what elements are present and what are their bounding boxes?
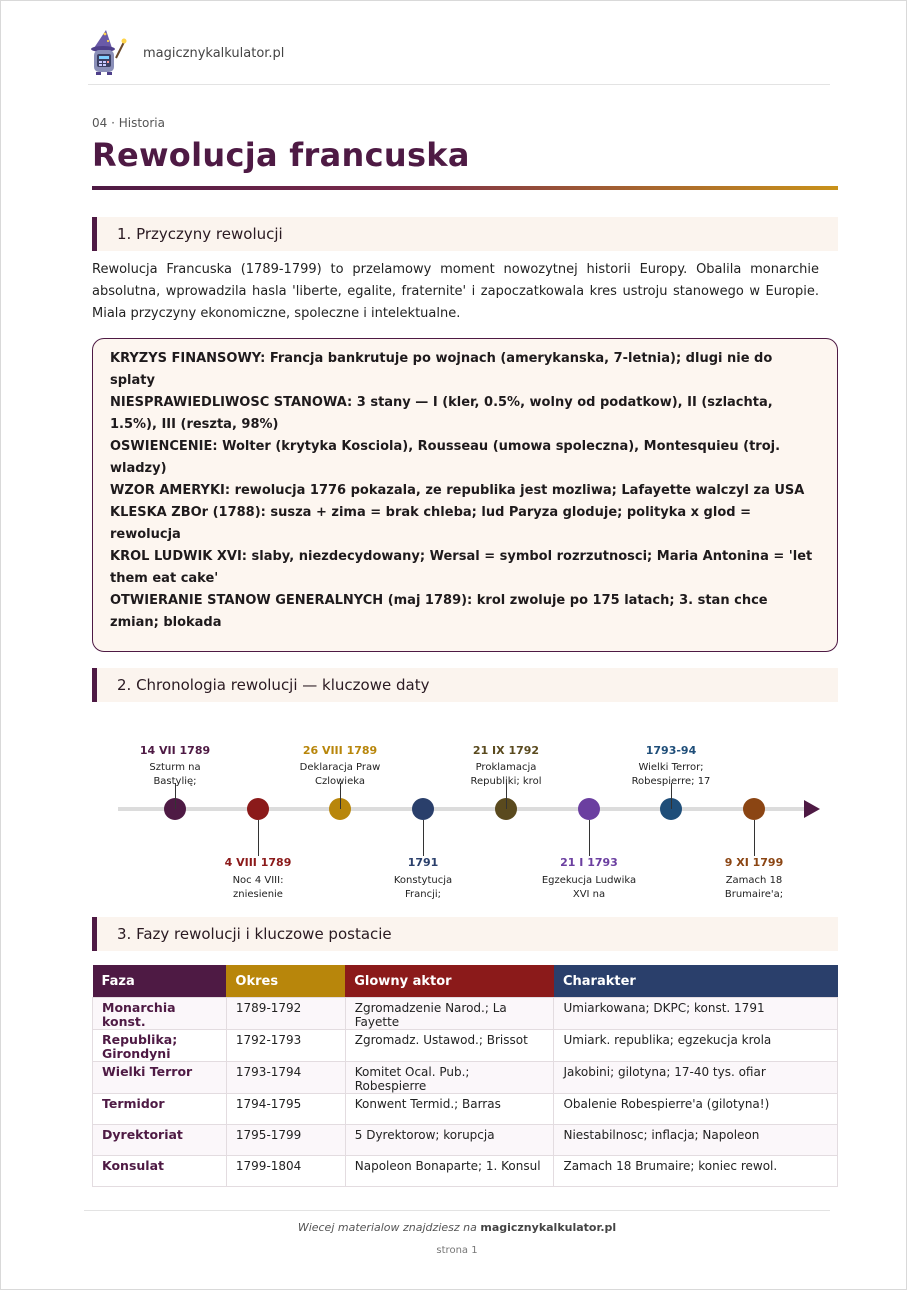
table-cell: Umiark. republika; egzekucja krola bbox=[554, 1030, 838, 1062]
table-cell: 1789-1792 bbox=[226, 998, 345, 1030]
wizard-logo-icon bbox=[88, 28, 128, 76]
table-cell: Obalenie Robespierre'a (gilotyna!) bbox=[554, 1094, 838, 1125]
column-header: Faza bbox=[93, 965, 227, 998]
section-heading-phases bbox=[92, 917, 838, 951]
table-cell: Zgromadzenie Narod.; La Fayette bbox=[345, 998, 554, 1030]
section-heading-text: 3. Fazy rewolucji i kluczowe postacie bbox=[117, 925, 392, 943]
section-heading-causes bbox=[92, 217, 838, 251]
table-cell: Zgromadz. Ustawod.; Brissot bbox=[345, 1030, 554, 1062]
section-label: 04 · Historia bbox=[92, 116, 165, 130]
timeline-event-text: Proklamacja Republiki; krol bbox=[470, 762, 542, 787]
table-cell: Niestabilnosc; inflacja; Napoleon bbox=[554, 1125, 838, 1156]
cause-item: WZOR AMERYKI: rewolucja 1776 pokazala, ze republika jest mozliwa; Lafayette walczyl za USA bbox=[110, 483, 805, 498]
page-number: strona 1 bbox=[436, 1245, 478, 1256]
footer-site-link[interactable]: magicznykalkulator.pl bbox=[480, 1221, 617, 1234]
timeline-dot bbox=[412, 798, 434, 820]
table-cell: Umiarkowana; DKPC; konst. 1791 bbox=[554, 998, 838, 1030]
timeline-dot bbox=[247, 798, 269, 820]
timeline-date: 21 I 1793 bbox=[560, 856, 618, 869]
table-cell: 1793-1794 bbox=[226, 1062, 345, 1094]
timeline-event-text: Egzekucja Ludwika XVI na bbox=[541, 875, 637, 900]
table-cell: Konsulat bbox=[93, 1156, 227, 1187]
timeline-connector bbox=[258, 820, 259, 856]
cause-item: KROL LUDWIK XVI: slaby, niezdecydowany; Wersal = symbol rozrzutnosci; Maria Antonina = 'let them eat cake' bbox=[110, 549, 813, 586]
timeline-event-text: Zamach 18 Brumaire'a; bbox=[724, 875, 784, 900]
cause-item: OTWIERANIE STANOW GENERALNYCH (maj 1789): krol zwoluje po 175 latach; 3. stan chce zmian; blokada bbox=[110, 593, 768, 630]
timeline-event-text: Wielki Terror; Robespierre; 17 bbox=[631, 762, 711, 787]
page-title: Rewolucja francuska bbox=[92, 136, 470, 174]
timeline-date: 21 IX 1792 bbox=[472, 744, 540, 757]
timeline-connector bbox=[589, 820, 590, 856]
table-header-row bbox=[93, 965, 838, 998]
cause-item: KLESKA ZBOr (1788): susza + zima = brak chleba; lud Paryza gloduje; polityka x glod = rewolucja bbox=[110, 505, 751, 542]
timeline-date: 1791 bbox=[407, 856, 439, 869]
column-header: Glowny aktor bbox=[345, 965, 554, 998]
cause-item: OSWIENCENIE: Wolter (krytyka Kosciola), Rousseau (umowa spoleczna), Montesquieu (troj. wladzy) bbox=[110, 439, 781, 476]
table-row bbox=[93, 1156, 838, 1187]
title-rule bbox=[92, 186, 838, 190]
timeline-axis bbox=[118, 807, 808, 811]
phases-table bbox=[92, 965, 838, 1187]
table-row bbox=[93, 1030, 838, 1062]
table-cell: Wielki Terror bbox=[93, 1062, 227, 1094]
timeline-arrow-icon bbox=[804, 800, 820, 818]
timeline bbox=[92, 735, 838, 910]
table-cell: Komitet Ocal. Pub.; Robespierre bbox=[345, 1062, 554, 1094]
table-cell: Jakobini; gilotyna; 17-40 tys. ofiar bbox=[554, 1062, 838, 1094]
timeline-event-text: Szturm na Bastylię; bbox=[149, 762, 201, 787]
timeline-connector bbox=[423, 820, 424, 856]
section-heading-text: 2. Chronologia rewolucji — kluczowe daty bbox=[117, 676, 430, 694]
table-cell: 1799-1804 bbox=[226, 1156, 345, 1187]
table-row bbox=[93, 1094, 838, 1125]
timeline-date: 4 VIII 1789 bbox=[224, 856, 292, 869]
section-heading-chronology bbox=[92, 668, 838, 702]
page-footer bbox=[84, 1210, 830, 1256]
footer-line bbox=[84, 1221, 830, 1234]
timeline-date: 9 XI 1799 bbox=[724, 856, 784, 869]
table-cell: 1792-1793 bbox=[226, 1030, 345, 1062]
table-row bbox=[93, 1125, 838, 1156]
table-cell: 5 Dyrektorow; korupcja bbox=[345, 1125, 554, 1156]
table-cell: 1795-1799 bbox=[226, 1125, 345, 1156]
footer-prefix: Wiecej materialow znajdziesz na bbox=[297, 1221, 477, 1234]
timeline-event-text: Noc 4 VIII: zniesienie bbox=[232, 875, 284, 900]
timeline-dot bbox=[743, 798, 765, 820]
cause-item: KRYZYS FINANSOWY: Francja bankrutuje po wojnach (amerykanska, 7-letnia); dlugi nie do splaty bbox=[110, 351, 773, 388]
section-heading-text: 1. Przyczyny rewolucji bbox=[117, 225, 283, 243]
causes-box bbox=[92, 338, 838, 652]
column-header: Okres bbox=[226, 965, 345, 998]
table-cell: Republika; Girondyni bbox=[93, 1030, 227, 1062]
table-cell: Termidor bbox=[93, 1094, 227, 1125]
site-name[interactable]: magicznykalkulator.pl bbox=[143, 46, 285, 61]
intro-paragraph: Rewolucja Francuska (1789-1799) to przelamowy moment nowozytnej historii Europy. Obalila monarchie absolutna, wprowadzila hasla 'liberte, egalite, fraternite' i zapoczatkowala kres ustroju stanowego w Europie. Miala przyczyny ekonomiczne, spoleczne i intelektualne. bbox=[92, 262, 819, 321]
timeline-date: 1793-94 bbox=[645, 744, 697, 757]
table-row bbox=[93, 1062, 838, 1094]
timeline-date: 14 VII 1789 bbox=[139, 744, 211, 757]
page-header bbox=[88, 28, 830, 85]
table-row bbox=[93, 998, 838, 1030]
timeline-event-text: Konstytucja Francji; bbox=[393, 875, 453, 900]
table-cell: Napoleon Bonaparte; 1. Konsul bbox=[345, 1156, 554, 1187]
table-cell: Dyrektoriat bbox=[93, 1125, 227, 1156]
timeline-dot bbox=[578, 798, 600, 820]
timeline-event-text: Deklaracja Praw Czlowieka bbox=[299, 762, 381, 787]
column-header: Charakter bbox=[554, 965, 838, 998]
table-cell: Monarchia konst. bbox=[93, 998, 227, 1030]
cause-item: NIESPRAWIEDLIWOSC STANOWA: 3 stany — I (kler, 0.5%, wolny od podatkow), II (szlachta, 1.5%), III (reszta, 98%) bbox=[110, 395, 773, 432]
table-cell: 1794-1795 bbox=[226, 1094, 345, 1125]
timeline-connector bbox=[754, 820, 755, 856]
timeline-date: 26 VIII 1789 bbox=[302, 744, 378, 757]
table-cell: Konwent Termid.; Barras bbox=[345, 1094, 554, 1125]
table-cell: Zamach 18 Brumaire; koniec rewol. bbox=[554, 1156, 838, 1187]
